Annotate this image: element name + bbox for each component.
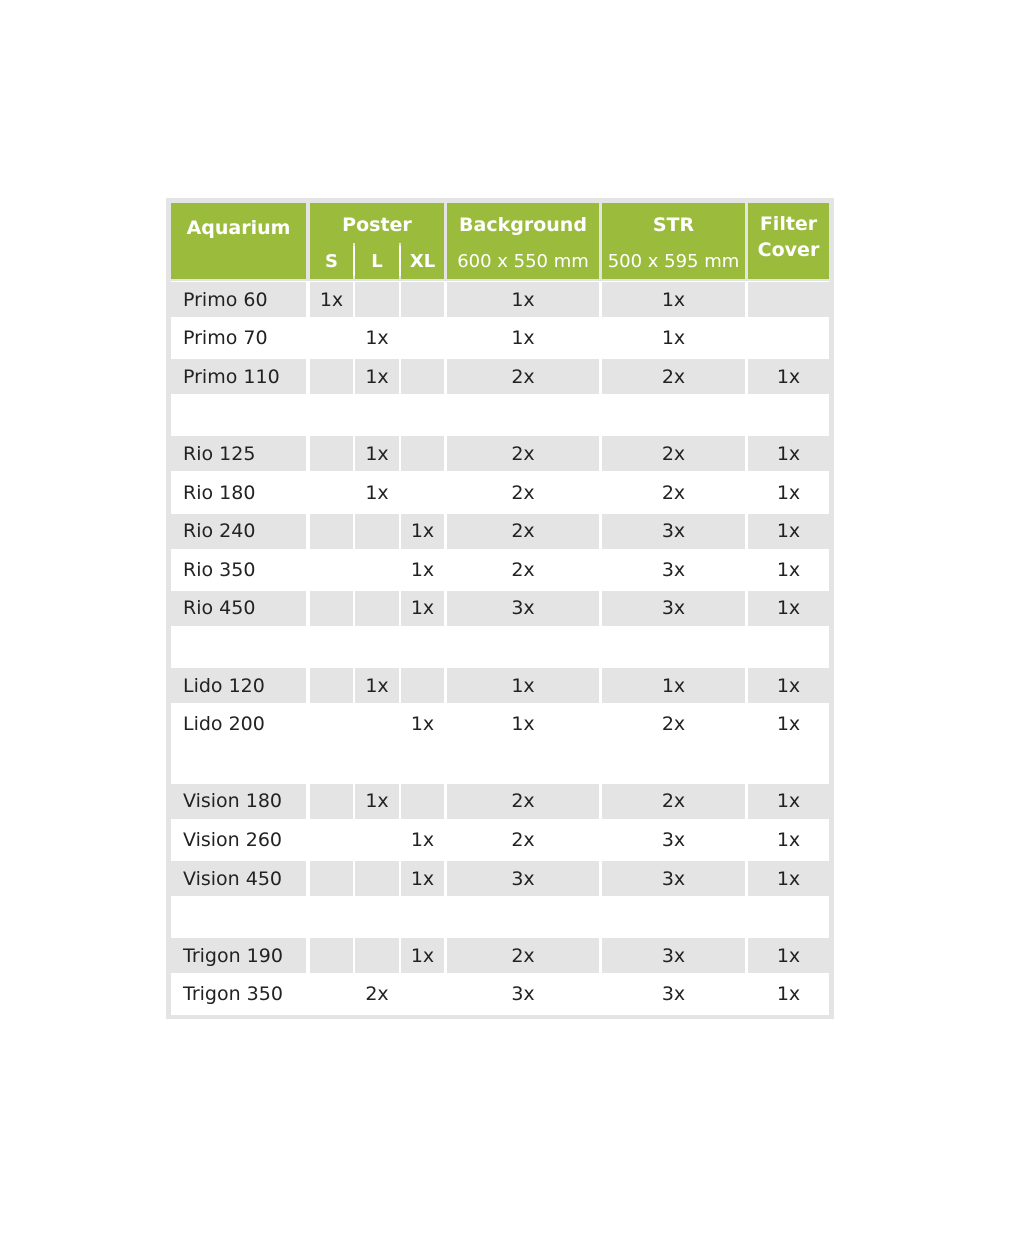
table-cell-s <box>310 321 353 356</box>
table-cell-fc: 1x <box>748 977 829 1012</box>
table-cell-l <box>355 707 399 742</box>
table-cell-s <box>310 475 353 510</box>
aquarium-name-cell: Rio 180 <box>171 475 306 510</box>
aquarium-name-cell: Rio 240 <box>171 514 306 549</box>
table-cell-l <box>355 552 399 587</box>
header-background-size: 600 x 550 mm <box>447 243 599 279</box>
header-filter-cover-line2: Cover <box>757 239 820 261</box>
table-cell-bg: 1x <box>447 282 599 317</box>
header-poster-xl: XL <box>401 243 444 279</box>
table-cell-xl <box>401 784 444 819</box>
table-cell-s: 1x <box>310 282 353 317</box>
group-spacer <box>171 628 829 668</box>
table-cell-fc: 1x <box>748 784 829 819</box>
aquarium-name-cell: Primo 110 <box>171 359 306 394</box>
table-cell-fc: 1x <box>748 359 829 394</box>
table-cell-l <box>355 861 399 896</box>
table-cell-xl <box>401 977 444 1012</box>
table-cell-bg: 2x <box>447 938 599 973</box>
header-filter-cover-line1: Filter <box>759 213 818 235</box>
table-cell-bg: 2x <box>447 514 599 549</box>
table-cell-str: 1x <box>602 282 745 317</box>
table-cell-l: 1x <box>355 784 399 819</box>
table-cell-xl <box>401 282 444 317</box>
table-cell-xl <box>401 668 444 703</box>
table-cell-bg: 1x <box>447 668 599 703</box>
header-poster-l: L <box>355 243 399 279</box>
table-cell-str: 1x <box>602 668 745 703</box>
table-cell-fc: 1x <box>748 938 829 973</box>
table-cell-str: 2x <box>602 784 745 819</box>
table-cell-xl: 1x <box>401 822 444 857</box>
header-aquarium: Aquarium <box>171 203 306 279</box>
table-cell-l: 1x <box>355 436 399 471</box>
aquarium-accessory-table <box>166 198 834 1019</box>
table-cell-s <box>310 977 353 1012</box>
table-cell-xl: 1x <box>401 552 444 587</box>
aquarium-name-cell: Lido 200 <box>171 707 306 742</box>
aquarium-name-cell: Trigon 190 <box>171 938 306 973</box>
header-str-size: 500 x 595 mm <box>602 243 745 279</box>
table-cell-xl <box>401 321 444 356</box>
table-cell-bg: 3x <box>447 591 599 626</box>
table-cell-s <box>310 591 353 626</box>
header-background: Background <box>447 203 599 243</box>
table-cell-fc: 1x <box>748 707 829 742</box>
table-cell-l <box>355 822 399 857</box>
table-cell-s <box>310 668 353 703</box>
table-cell-l: 2x <box>355 977 399 1012</box>
table-cell-l: 1x <box>355 668 399 703</box>
table-cell-xl: 1x <box>401 861 444 896</box>
table-cell-fc: 1x <box>748 861 829 896</box>
table-cell-str: 3x <box>602 822 745 857</box>
table-cell-str: 3x <box>602 591 745 626</box>
header-filter-cover <box>748 203 829 279</box>
table-cell-bg: 2x <box>447 475 599 510</box>
table-cell-s <box>310 514 353 549</box>
table-cell-l: 1x <box>355 359 399 394</box>
table-cell-bg: 3x <box>447 861 599 896</box>
table-cell-bg: 2x <box>447 359 599 394</box>
header-poster-s: S <box>310 243 353 279</box>
poster-divider-2 <box>399 246 401 276</box>
table-cell-fc: 1x <box>748 591 829 626</box>
aquarium-name-cell: Rio 350 <box>171 552 306 587</box>
table-cell-s <box>310 784 353 819</box>
table-cell-xl: 1x <box>401 591 444 626</box>
table-cell-s <box>310 707 353 742</box>
table-cell-xl <box>401 475 444 510</box>
table-cell-l: 1x <box>355 321 399 356</box>
table-cell-s <box>310 861 353 896</box>
table-cell-str: 2x <box>602 359 745 394</box>
table-cell-l <box>355 514 399 549</box>
table-cell-fc <box>748 321 829 356</box>
table-cell-fc: 1x <box>748 822 829 857</box>
table-cell-s <box>310 938 353 973</box>
table-cell-s <box>310 436 353 471</box>
aquarium-name-cell: Rio 450 <box>171 591 306 626</box>
table-cell-str: 2x <box>602 707 745 742</box>
table-cell-fc: 1x <box>748 514 829 549</box>
table-cell-l <box>355 591 399 626</box>
poster-divider-1 <box>353 246 355 276</box>
group-spacer <box>171 397 829 437</box>
table-cell-str: 3x <box>602 861 745 896</box>
group-spacer <box>171 744 829 784</box>
table-cell-str: 1x <box>602 321 745 356</box>
table-cell-l <box>355 938 399 973</box>
table-cell-xl: 1x <box>401 514 444 549</box>
aquarium-name-cell: Primo 60 <box>171 282 306 317</box>
table-cell-bg: 1x <box>447 321 599 356</box>
table-cell-fc: 1x <box>748 475 829 510</box>
table-cell-bg: 3x <box>447 977 599 1012</box>
aquarium-name-cell: Rio 125 <box>171 436 306 471</box>
table-cell-fc: 1x <box>748 668 829 703</box>
table-cell-fc: 1x <box>748 436 829 471</box>
header-str: STR <box>602 203 745 243</box>
group-spacer <box>171 899 829 939</box>
table-cell-s <box>310 552 353 587</box>
aquarium-name-cell: Vision 180 <box>171 784 306 819</box>
table-cell-fc <box>748 282 829 317</box>
aquarium-name-cell: Trigon 350 <box>171 977 306 1012</box>
table-cell-bg: 1x <box>447 707 599 742</box>
table-cell-xl: 1x <box>401 938 444 973</box>
aquarium-name-cell: Primo 70 <box>171 321 306 356</box>
table-cell-fc: 1x <box>748 552 829 587</box>
table-cell-bg: 2x <box>447 552 599 587</box>
table-cell-bg: 2x <box>447 436 599 471</box>
aquarium-name-cell: Vision 450 <box>171 861 306 896</box>
table-cell-str: 3x <box>602 514 745 549</box>
table-cell-str: 3x <box>602 552 745 587</box>
table-cell-str: 3x <box>602 977 745 1012</box>
table-cell-xl <box>401 436 444 471</box>
table-cell-xl <box>401 359 444 394</box>
table-cell-str: 2x <box>602 475 745 510</box>
aquarium-name-cell: Vision 260 <box>171 822 306 857</box>
table-cell-xl: 1x <box>401 707 444 742</box>
table-cell-l: 1x <box>355 475 399 510</box>
header-poster: Poster <box>310 203 444 243</box>
table-cell-str: 2x <box>602 436 745 471</box>
table-cell-s <box>310 359 353 394</box>
aquarium-name-cell: Lido 120 <box>171 668 306 703</box>
table-cell-s <box>310 822 353 857</box>
table-cell-str: 3x <box>602 938 745 973</box>
table-cell-bg: 2x <box>447 784 599 819</box>
table-cell-l <box>355 282 399 317</box>
table-cell-bg: 2x <box>447 822 599 857</box>
